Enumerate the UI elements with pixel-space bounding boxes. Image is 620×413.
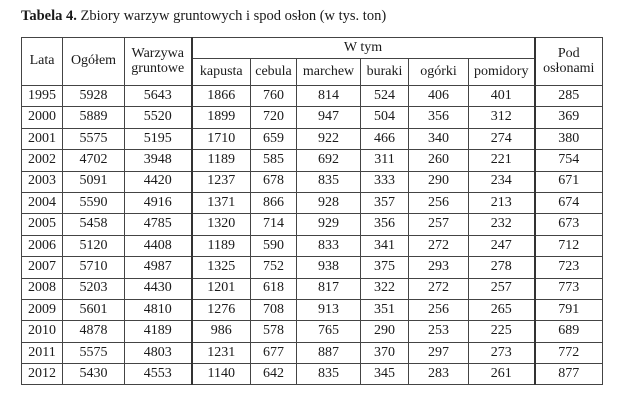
cell-marchew: 692 — [297, 150, 361, 171]
cell-pod-oslonami: 380 — [535, 128, 603, 149]
table-row — [22, 192, 603, 213]
header-ogolem: Ogółem — [63, 38, 125, 86]
cell-marchew: 929 — [297, 214, 361, 235]
cell-pod-oslonami: 671 — [535, 171, 603, 192]
cell-warzywa-gruntowe: 5195 — [125, 128, 192, 149]
cell-buraki: 351 — [361, 299, 409, 320]
cell-kapusta: 1899 — [192, 107, 251, 128]
cell-pomidory: 274 — [469, 128, 535, 149]
header-warzywa-line2: gruntowe — [131, 60, 185, 76]
cell-ogolem: 5928 — [63, 86, 125, 107]
table-row — [22, 257, 603, 278]
cell-ogolem: 5120 — [63, 235, 125, 256]
cell-cebula: 659 — [251, 128, 297, 149]
cell-cebula: 585 — [251, 150, 297, 171]
table-row — [22, 342, 603, 363]
cell-pod-oslonami: 673 — [535, 214, 603, 235]
cell-ogorki: 272 — [409, 278, 469, 299]
cell-buraki: 345 — [361, 364, 409, 385]
cell-ogorki: 356 — [409, 107, 469, 128]
cell-buraki: 466 — [361, 128, 409, 149]
table-row — [22, 107, 603, 128]
table-row — [22, 235, 603, 256]
cell-lata: 2004 — [22, 192, 63, 213]
cell-marchew: 765 — [297, 321, 361, 342]
table-row — [22, 171, 603, 192]
header-pomidory: pomidory — [469, 59, 535, 86]
cell-cebula: 678 — [251, 171, 297, 192]
cell-warzywa-gruntowe: 4408 — [125, 235, 192, 256]
cell-warzywa-gruntowe: 5520 — [125, 107, 192, 128]
cell-pod-oslonami: 674 — [535, 192, 603, 213]
cell-lata: 2010 — [22, 321, 63, 342]
cell-kapusta: 1237 — [192, 171, 251, 192]
cell-ogorki: 293 — [409, 257, 469, 278]
cell-ogolem: 5601 — [63, 299, 125, 320]
cell-cebula: 590 — [251, 235, 297, 256]
cell-warzywa-gruntowe: 4553 — [125, 364, 192, 385]
cell-ogolem: 5458 — [63, 214, 125, 235]
cell-pomidory: 213 — [469, 192, 535, 213]
cell-buraki: 290 — [361, 321, 409, 342]
cell-ogolem: 4702 — [63, 150, 125, 171]
cell-marchew: 814 — [297, 86, 361, 107]
cell-pod-oslonami: 723 — [535, 257, 603, 278]
cell-ogolem: 5590 — [63, 192, 125, 213]
cell-pomidory: 265 — [469, 299, 535, 320]
cell-ogorki: 272 — [409, 235, 469, 256]
header-w-tym: W tym — [192, 38, 535, 59]
header-kapusta: kapusta — [192, 59, 251, 86]
cell-ogolem: 5203 — [63, 278, 125, 299]
cell-pod-oslonami: 754 — [535, 150, 603, 171]
cell-pomidory: 225 — [469, 321, 535, 342]
cell-pomidory: 257 — [469, 278, 535, 299]
cell-buraki: 375 — [361, 257, 409, 278]
cell-warzywa-gruntowe: 4987 — [125, 257, 192, 278]
cell-warzywa-gruntowe: 5643 — [125, 86, 192, 107]
cell-pomidory: 221 — [469, 150, 535, 171]
cell-buraki: 370 — [361, 342, 409, 363]
cell-ogolem: 5710 — [63, 257, 125, 278]
table-row — [22, 364, 603, 385]
cell-cebula: 578 — [251, 321, 297, 342]
header-warzywa-line1: Warzywa — [131, 45, 184, 61]
cell-marchew: 817 — [297, 278, 361, 299]
table-body — [22, 86, 603, 385]
cell-cebula: 760 — [251, 86, 297, 107]
cell-marchew: 835 — [297, 171, 361, 192]
cell-buraki: 357 — [361, 192, 409, 213]
cell-kapusta: 1276 — [192, 299, 251, 320]
cell-lata: 2005 — [22, 214, 63, 235]
cell-cebula: 866 — [251, 192, 297, 213]
cell-ogorki: 283 — [409, 364, 469, 385]
cell-ogolem: 5889 — [63, 107, 125, 128]
table-row — [22, 214, 603, 235]
cell-ogolem: 4878 — [63, 321, 125, 342]
cell-ogorki: 256 — [409, 192, 469, 213]
cell-buraki: 333 — [361, 171, 409, 192]
cell-kapusta: 1140 — [192, 364, 251, 385]
cell-pomidory: 247 — [469, 235, 535, 256]
table-row — [22, 128, 603, 149]
cell-lata: 2011 — [22, 342, 63, 363]
header-lata: Lata — [22, 38, 63, 86]
cell-marchew: 913 — [297, 299, 361, 320]
cell-ogolem: 5430 — [63, 364, 125, 385]
cell-lata: 2007 — [22, 257, 63, 278]
header-warzywa-gruntowe — [125, 38, 192, 86]
cell-buraki: 311 — [361, 150, 409, 171]
cell-pomidory: 234 — [469, 171, 535, 192]
cell-buraki: 341 — [361, 235, 409, 256]
header-pod-line1: Pod — [557, 45, 580, 61]
cell-pod-oslonami: 773 — [535, 278, 603, 299]
cell-cebula: 677 — [251, 342, 297, 363]
header-buraki: buraki — [361, 59, 409, 86]
cell-cebula: 720 — [251, 107, 297, 128]
cell-ogorki: 406 — [409, 86, 469, 107]
cell-warzywa-gruntowe: 4785 — [125, 214, 192, 235]
cell-buraki: 322 — [361, 278, 409, 299]
cell-warzywa-gruntowe: 4803 — [125, 342, 192, 363]
table-caption — [21, 8, 386, 25]
cell-kapusta: 1866 — [192, 86, 251, 107]
cell-marchew: 887 — [297, 342, 361, 363]
cell-buraki: 524 — [361, 86, 409, 107]
cell-ogorki: 257 — [409, 214, 469, 235]
cell-pomidory: 232 — [469, 214, 535, 235]
cell-warzywa-gruntowe: 4916 — [125, 192, 192, 213]
caption-text: Zbiory warzyw gruntowych i spod osłon (w tys. ton) — [76, 8, 387, 24]
cell-pod-oslonami: 712 — [535, 235, 603, 256]
table-row — [22, 86, 603, 107]
header-cebula: cebula — [251, 59, 297, 86]
cell-kapusta: 1189 — [192, 150, 251, 171]
cell-pod-oslonami: 791 — [535, 299, 603, 320]
cell-ogorki: 340 — [409, 128, 469, 149]
header-pod-line2: osłonami — [543, 60, 595, 76]
table-row — [22, 299, 603, 320]
table-row — [22, 321, 603, 342]
cell-pod-oslonami: 285 — [535, 86, 603, 107]
cell-pod-oslonami: 877 — [535, 364, 603, 385]
table-row — [22, 278, 603, 299]
cell-pod-oslonami: 369 — [535, 107, 603, 128]
cell-kapusta: 1325 — [192, 257, 251, 278]
cell-marchew: 833 — [297, 235, 361, 256]
cell-ogolem: 5575 — [63, 342, 125, 363]
cell-ogorki: 256 — [409, 299, 469, 320]
table-row — [22, 150, 603, 171]
cell-ogorki: 297 — [409, 342, 469, 363]
cell-kapusta: 1320 — [192, 214, 251, 235]
cell-lata: 2012 — [22, 364, 63, 385]
cell-pomidory: 312 — [469, 107, 535, 128]
cell-warzywa-gruntowe: 4420 — [125, 171, 192, 192]
header-marchew: marchew — [297, 59, 361, 86]
caption-label: Tabela 4. — [21, 8, 77, 24]
cell-marchew: 947 — [297, 107, 361, 128]
cell-warzywa-gruntowe: 3948 — [125, 150, 192, 171]
cell-marchew: 922 — [297, 128, 361, 149]
cell-warzywa-gruntowe: 4189 — [125, 321, 192, 342]
cell-lata: 2003 — [22, 171, 63, 192]
cell-warzywa-gruntowe: 4430 — [125, 278, 192, 299]
header-pod-oslonami — [535, 38, 603, 86]
cell-cebula: 714 — [251, 214, 297, 235]
cell-pomidory: 278 — [469, 257, 535, 278]
cell-ogorki: 253 — [409, 321, 469, 342]
cell-kapusta: 1710 — [192, 128, 251, 149]
cell-ogolem: 5091 — [63, 171, 125, 192]
cell-lata: 1995 — [22, 86, 63, 107]
cell-pomidory: 261 — [469, 364, 535, 385]
cell-cebula: 752 — [251, 257, 297, 278]
cell-lata: 2006 — [22, 235, 63, 256]
cell-pomidory: 401 — [469, 86, 535, 107]
cell-pomidory: 273 — [469, 342, 535, 363]
cell-kapusta: 986 — [192, 321, 251, 342]
cell-pod-oslonami: 689 — [535, 321, 603, 342]
header-ogorki: ogórki — [409, 59, 469, 86]
cell-lata: 2008 — [22, 278, 63, 299]
vegetable-harvest-table — [21, 37, 603, 385]
cell-ogorki: 290 — [409, 171, 469, 192]
cell-kapusta: 1189 — [192, 235, 251, 256]
cell-kapusta: 1201 — [192, 278, 251, 299]
cell-lata: 2002 — [22, 150, 63, 171]
cell-marchew: 928 — [297, 192, 361, 213]
cell-cebula: 708 — [251, 299, 297, 320]
cell-marchew: 835 — [297, 364, 361, 385]
cell-marchew: 938 — [297, 257, 361, 278]
cell-kapusta: 1371 — [192, 192, 251, 213]
cell-kapusta: 1231 — [192, 342, 251, 363]
cell-cebula: 642 — [251, 364, 297, 385]
cell-buraki: 504 — [361, 107, 409, 128]
cell-lata: 2000 — [22, 107, 63, 128]
cell-cebula: 618 — [251, 278, 297, 299]
cell-pod-oslonami: 772 — [535, 342, 603, 363]
cell-ogolem: 5575 — [63, 128, 125, 149]
cell-ogorki: 260 — [409, 150, 469, 171]
cell-warzywa-gruntowe: 4810 — [125, 299, 192, 320]
cell-lata: 2009 — [22, 299, 63, 320]
cell-lata: 2001 — [22, 128, 63, 149]
cell-buraki: 356 — [361, 214, 409, 235]
